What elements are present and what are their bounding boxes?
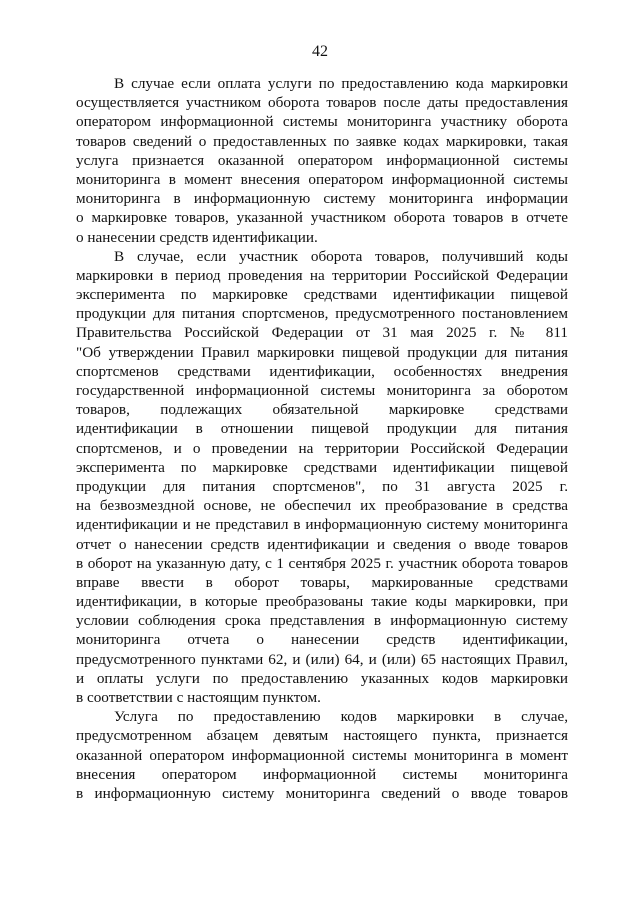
text-line: идентификации в отношении пищевой продукции для питания [76, 420, 568, 438]
text-line: идентификации, в которые преобразованы такие коды маркировки, при [76, 593, 568, 611]
text-line: товаров, подлежащих обязательной маркировке средствами [76, 401, 568, 419]
document-body [76, 74, 568, 803]
text-line: государственной информационной системы мониторинга за оборотом [76, 382, 568, 399]
text-line: спортсменов, и о проведении на территории Российской Федерации [76, 439, 568, 457]
text-line: в оборот на указанную дату, с 1 сентября 2025 г. участник оборота товаров [76, 554, 568, 572]
text-line: на безвозмездной основе, не обеспечил их преобразование в средства [76, 497, 568, 515]
page-number: 42 [312, 43, 328, 60]
text-line: вправе ввести в оборот товары, маркированные средствами [76, 573, 568, 591]
paragraph-2 [76, 247, 568, 708]
text-line: маркировки в период проведения на территории Российской Федерации [76, 266, 568, 284]
text-line: эксперимента по маркировке средствами идентификации пищевой [76, 458, 568, 476]
text-line: отчет о нанесении средств идентификации и сведения о вводе товаров [76, 535, 568, 553]
text-line: мониторинга отчета о нанесении средств идентификации, [76, 631, 568, 649]
text-line: Правительства Российской Федерации от 31 мая 2025 г. № 811 [76, 324, 568, 342]
text-line: осуществляется участником оборота товаров после даты предоставления [76, 94, 568, 112]
text-line: предусмотренного пунктами 62, и (или) 64, и (или) 65 настоящих Правил, [76, 650, 568, 668]
text-line: товаров сведений о предоставленных по заявке кодах маркировки, такая [76, 132, 568, 150]
text-line: мониторинга в момент внесения оператором информационной системы [76, 170, 568, 188]
text-line: мониторинга в информационную систему мониторинга информации [76, 190, 568, 208]
text-line: оператором информационной системы мониторинга участнику оборота [76, 113, 568, 131]
text-line: Услуга по предоставлению кодов маркировки в случае, [114, 708, 568, 726]
paragraph-1 [76, 74, 568, 247]
text-line: услуга признается оказанной оператором информационной системы [76, 151, 568, 169]
text-line: эксперимента по маркировке средствами идентификации пищевой [76, 286, 568, 304]
text-line: о маркировке товаров, указанной участником оборота товаров в отчете [76, 209, 568, 227]
text-line: В случае, если участник оборота товаров, получивший коды [114, 247, 568, 265]
paragraph-3 [76, 707, 568, 803]
text-line: и оплаты услуги по предоставлению указанных кодов маркировки [76, 669, 568, 687]
text-line: предусмотренном абзацем девятым настоящего пункта, признается [76, 727, 568, 745]
text-line: условии соблюдения срока представления в информационную систему [76, 612, 568, 630]
text-line: продукции для питания спортсменов, предусмотренного постановлением [76, 305, 568, 323]
text-line: идентификации и не представил в информационную систему мониторинга [76, 516, 568, 534]
text-line: в информационную систему мониторинга сведений о вводе товаров [76, 784, 568, 802]
text-line: о нанесении средств идентификации. [76, 228, 318, 246]
text-line: внесения оператором информационной системы мониторинга [76, 765, 568, 783]
text-line: в соответствии с настоящим пунктом. [76, 689, 321, 706]
text-line: В случае если оплата услуги по предоставлению кода маркировки [114, 75, 568, 92]
text-line: спортсменов средствами идентификации, особенностях внедрения [76, 362, 568, 380]
text-line: оказанной оператором информационной системы мониторинга в момент [76, 746, 568, 764]
text-line: продукции для питания спортсменов", по 31 августа 2025 г. [76, 477, 568, 495]
text-line: "Об утверждении Правил маркировки пищевой продукции для питания [76, 343, 568, 361]
